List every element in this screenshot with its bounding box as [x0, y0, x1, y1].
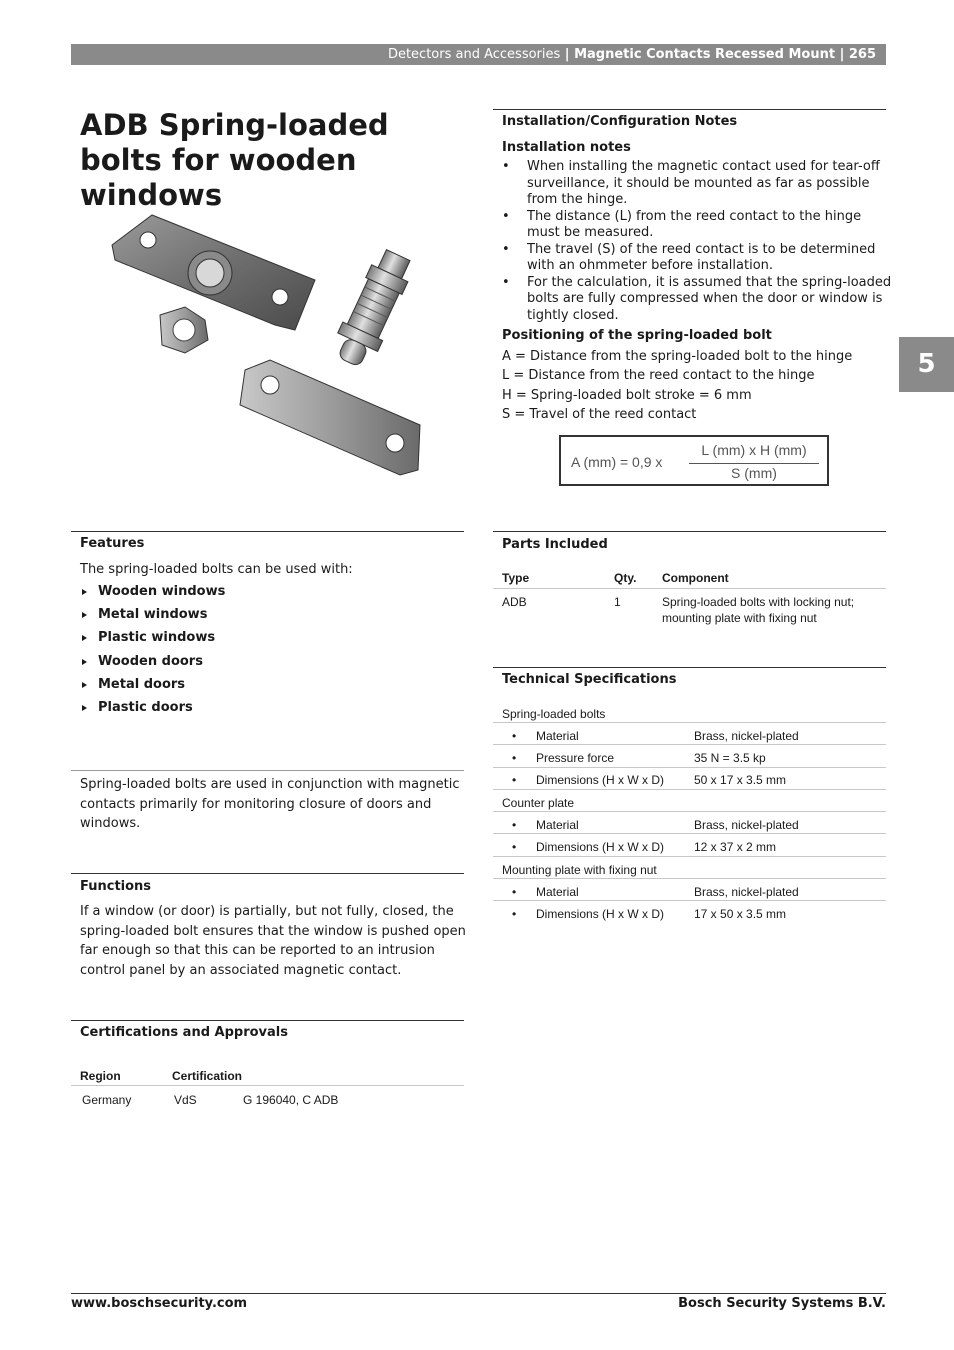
- spec-label: Material: [536, 885, 579, 899]
- installation-notes-heading: Installation notes: [502, 140, 631, 155]
- footer-company: Bosch Security Systems B.V.: [678, 1296, 886, 1311]
- hex-nut: [160, 307, 208, 353]
- list-item: • The travel (S) of the reed contact is to be determined with an ohmmeter before installation.: [502, 242, 892, 275]
- bullet-icon: •: [512, 773, 517, 787]
- list-item: Wooden windows: [80, 583, 225, 606]
- bullet-icon: •: [512, 840, 517, 854]
- bullet-arrow-icon: [82, 705, 87, 711]
- features-list: [80, 583, 225, 722]
- features-rule: [71, 531, 464, 532]
- cert-body: VdS: [174, 1093, 197, 1107]
- spec-value: 35 N = 3.5 kp: [694, 751, 766, 765]
- header-subsection: Magnetic Contacts Recessed Mount: [574, 47, 836, 62]
- formula-denominator: S (mm): [731, 465, 777, 481]
- bullet-arrow-icon: [82, 682, 87, 688]
- functions-heading: Functions: [80, 879, 152, 894]
- table-header-rule: [493, 588, 886, 589]
- bullet-icon: •: [512, 885, 517, 899]
- positioning-list: [502, 347, 852, 425]
- cert-number: G 196040, C ADB: [243, 1093, 339, 1107]
- spec-value: Brass, nickel-plated: [694, 818, 799, 832]
- list-item: Metal windows: [80, 606, 225, 629]
- footer-rule: [71, 1293, 886, 1294]
- spec-value: 12 x 37 x 2 mm: [694, 840, 777, 854]
- col-qty: Qty.: [614, 571, 637, 585]
- specs-heading: Technical Specifications: [502, 672, 677, 687]
- row-divider: [493, 878, 886, 879]
- list-item: H = Spring-loaded bolt stroke = 6 mm: [502, 387, 752, 403]
- row-divider: [493, 856, 886, 857]
- features-heading: Features: [80, 536, 145, 551]
- col-type: Type: [502, 571, 530, 585]
- bullet-icon: •: [512, 729, 517, 743]
- parts-heading: Parts Included: [502, 537, 608, 552]
- product-photo: [100, 205, 440, 485]
- bullet-icon: •: [512, 818, 517, 832]
- spec-label: Dimensions (H x W x D): [536, 773, 665, 787]
- row-divider: [493, 900, 886, 901]
- features-description: Spring-loaded bolts are used in conjunction with magnetic contacts primarily for monitoring closure of doors and windows.: [80, 777, 460, 831]
- bullet-arrow-icon: [82, 635, 87, 641]
- installation-notes-list: [502, 159, 892, 324]
- counter-plate: [240, 360, 420, 475]
- specs-rule: [493, 667, 886, 668]
- row-divider: [493, 811, 886, 812]
- table-header-rule: [71, 1085, 464, 1086]
- list-item: • The distance (L) from the reed contact to the hinge must be measured.: [502, 209, 892, 242]
- spec-label: Material: [536, 729, 579, 743]
- bullet-icon: •: [512, 751, 517, 765]
- certifications-rule: [71, 1020, 464, 1021]
- row-divider: [493, 767, 886, 768]
- mounting-plate: [112, 215, 315, 330]
- chapter-tab: 5: [899, 337, 954, 392]
- part-component-line1: Spring-loaded bolts with locking nut;: [662, 595, 855, 609]
- row-divider: [493, 833, 886, 834]
- col-certification: Certification: [172, 1069, 243, 1083]
- header-section: Detectors and Accessories: [387, 47, 561, 62]
- page-number: 265: [848, 47, 876, 62]
- header-separator: |: [560, 47, 575, 62]
- part-type: ADB: [502, 595, 527, 609]
- parts-rule: [493, 531, 886, 532]
- spec-label: Dimensions (H x W x D): [536, 840, 665, 854]
- list-item: Plastic windows: [80, 629, 225, 652]
- spec-label: Pressure force: [536, 751, 615, 765]
- spec-value: 50 x 17 x 3.5 mm: [694, 773, 787, 787]
- list-item: Wooden doors: [80, 653, 225, 676]
- list-item: L = Distance from the reed contact to the hinge: [502, 368, 815, 384]
- part-qty: 1: [614, 595, 621, 609]
- spec-value: 17 x 50 x 3.5 mm: [694, 907, 787, 921]
- bullet-arrow-icon: [82, 612, 87, 618]
- spec-value: Brass, nickel-plated: [694, 729, 799, 743]
- formula-lhs: A (mm) = 0,9 x: [571, 454, 663, 470]
- formula-box: [559, 435, 829, 486]
- part-component-line2: mounting plate with fixing nut: [662, 611, 817, 625]
- spring-bolt: [328, 246, 418, 372]
- spec-group-name: Spring-loaded bolts: [502, 707, 606, 721]
- list-item: • When installing the magnetic contact used for tear-off surveillance, it should be mounted as far as possible from the hinge.: [502, 159, 892, 209]
- col-region: Region: [80, 1069, 121, 1083]
- list-item: Plastic doors: [80, 699, 225, 722]
- spec-group-name: Counter plate: [502, 796, 575, 810]
- list-item: A = Distance from the spring-loaded bolt to the hinge: [502, 349, 853, 364]
- footer-website: www.boschsecurity.com: [71, 1296, 248, 1311]
- functions-text: If a window (or door) is partially, but not fully, closed, the spring-loaded bolt ensures that the window is pushed open far enough so that this can be reported to an intrusion control panel by an associated magnetic contact.: [80, 904, 466, 978]
- installation-heading: Installation/Configuration Notes: [502, 114, 738, 129]
- formula-numerator: L (mm) x H (mm): [701, 442, 807, 458]
- fraction-line: [689, 463, 819, 464]
- row-divider: [493, 722, 886, 723]
- spec-group-name: Mounting plate with fixing nut: [502, 863, 657, 877]
- list-item: S = Travel of the reed contact: [502, 407, 697, 423]
- bullet-arrow-icon: [82, 659, 87, 665]
- spec-label: Material: [536, 818, 579, 832]
- page-title: ADB Spring-loaded bolts for wooden windows: [80, 108, 389, 212]
- row-divider: [493, 744, 886, 745]
- spec-label: Dimensions (H x W x D): [536, 907, 665, 921]
- col-component: Component: [662, 571, 729, 585]
- description-rule: [71, 770, 464, 771]
- row-divider: [493, 789, 886, 790]
- bullet-icon: •: [512, 907, 517, 921]
- bullet-arrow-icon: [82, 589, 87, 595]
- installation-rule: [493, 109, 886, 110]
- list-item: • For the calculation, it is assumed that the spring-loaded bolts are fully compressed when the door or window is tightly closed.: [502, 275, 892, 325]
- page-header-bar: Detectors and Accessories | Magnetic Contacts Recessed Mount | 265: [71, 44, 886, 65]
- certifications-heading: Certifications and Approvals: [80, 1025, 288, 1040]
- positioning-heading: Positioning of the spring-loaded bolt: [502, 328, 772, 343]
- list-item: Metal doors: [80, 676, 225, 699]
- features-intro: The spring-loaded bolts can be used with:: [80, 562, 353, 577]
- spec-value: Brass, nickel-plated: [694, 885, 799, 899]
- cert-region: Germany: [82, 1093, 132, 1107]
- functions-rule: [71, 873, 464, 874]
